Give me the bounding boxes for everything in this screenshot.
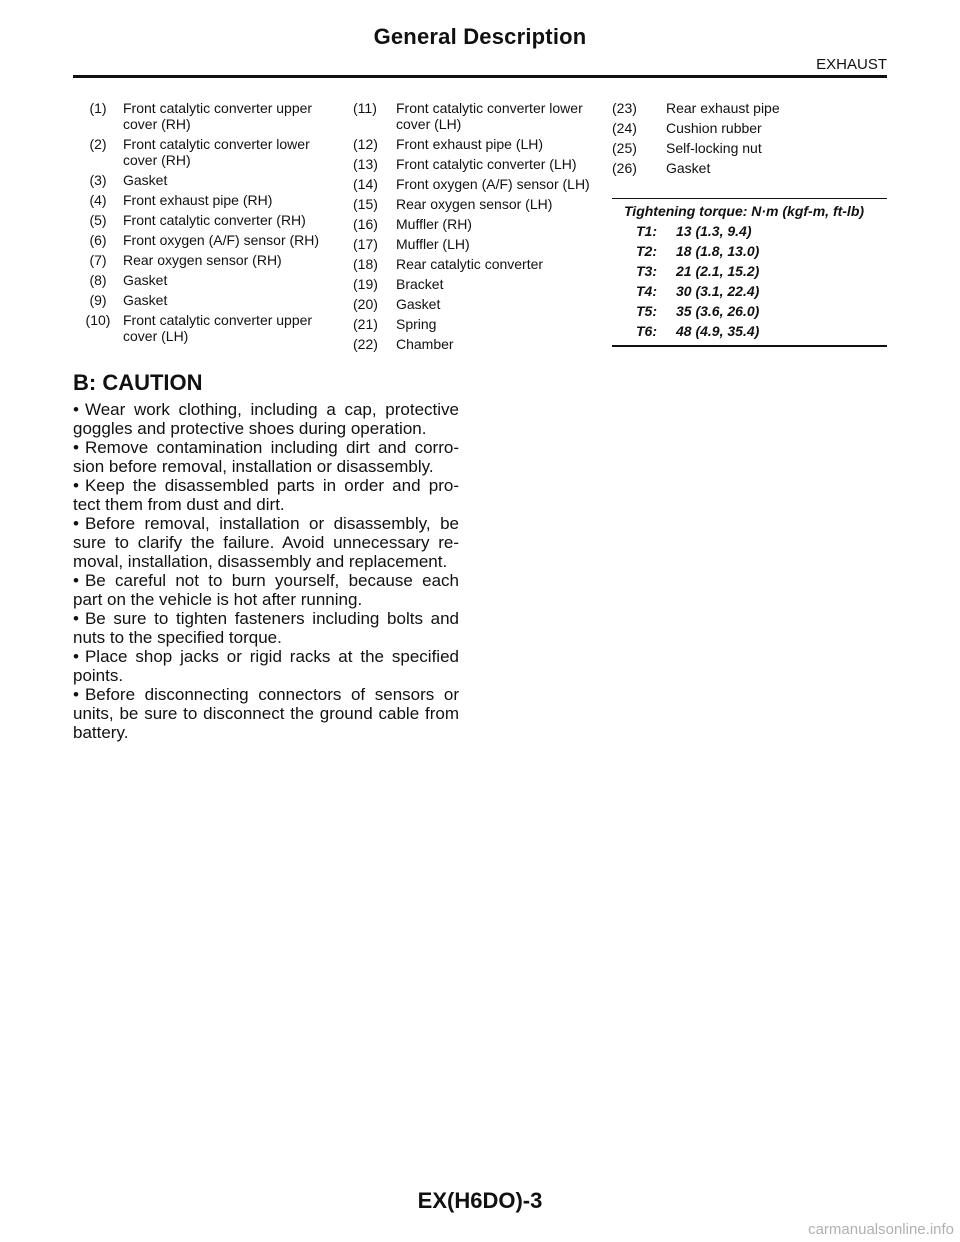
- legend-item-number: (20): [353, 296, 378, 312]
- legend-item-label: Gasket: [396, 296, 441, 312]
- caution-item-text: Before disconnecting connectors of sensors or units, be sure to disconnect the ground cable from battery.: [73, 685, 459, 742]
- legend-item-number: (22): [353, 336, 378, 352]
- legend-item: [73, 272, 333, 288]
- caution-item: [73, 571, 459, 609]
- legend-item-number: (3): [89, 172, 107, 188]
- legend-item-number: (10): [85, 312, 111, 328]
- legend-item-number: (19): [353, 276, 378, 292]
- legend-item: [73, 232, 333, 248]
- legend-item: [73, 252, 333, 268]
- legend-item-label: Front oxygen (A/F) sensor (RH): [123, 232, 320, 248]
- caution-item-text: Wear work clothing, including a cap, protective goggles and protective shoes during operation.: [73, 400, 459, 438]
- legend-item-number: (11): [353, 100, 377, 116]
- legend-item: [612, 100, 872, 116]
- legend-item: [73, 192, 333, 208]
- torque-value: 18 (1.8, 13.0): [676, 243, 760, 259]
- legend-item: [353, 196, 593, 212]
- legend-item: [353, 136, 593, 152]
- legend-item-label: Spring: [396, 316, 437, 332]
- legend-item-label: Front oxygen (A/F) sensor (LH): [396, 176, 590, 192]
- caution-item: [73, 647, 459, 685]
- legend-item-number: (6): [89, 232, 107, 248]
- torque-key: T5:: [636, 303, 657, 319]
- legend-item-label: Front catalytic converter (RH): [123, 212, 306, 228]
- legend-item-label: Gasket: [123, 272, 168, 288]
- legend-item-label: Rear oxygen sensor (LH): [396, 196, 553, 212]
- legend-item: [353, 276, 593, 292]
- caution-item-text: Be sure to tighten fasteners including bolts and nuts to the specified torque.: [73, 609, 459, 647]
- legend-item-label: Muffler (LH): [396, 236, 470, 252]
- legend-item: [73, 212, 333, 228]
- torque-value: 30 (3.1, 22.4): [676, 283, 760, 299]
- legend-item: [353, 100, 593, 132]
- legend-item: [73, 172, 333, 188]
- page-title: General Description: [373, 24, 587, 49]
- caution-item-text: Before removal, installation or disassembly, be sure to clarify the failure. Avoid unnecessary re-moval, installation, disassembly and replacement.: [73, 514, 459, 571]
- legend-item-number: (5): [89, 212, 107, 228]
- torque-row: [612, 322, 887, 340]
- legend-item-number: (14): [353, 176, 378, 192]
- legend-item-label: Front catalytic converter lower cover (RH): [123, 136, 310, 168]
- legend-item-label: Rear exhaust pipe: [666, 100, 780, 116]
- legend-item-label: Rear catalytic converter: [396, 256, 544, 272]
- torque-row: [612, 282, 887, 300]
- legend-item-number: (18): [353, 256, 378, 272]
- legend-item-label: Front exhaust pipe (RH): [123, 192, 273, 208]
- legend-column-3: [612, 100, 872, 180]
- bullet-icon: •: [73, 571, 79, 590]
- legend-item: [353, 336, 593, 352]
- legend-item-label: Front exhaust pipe (LH): [396, 136, 544, 152]
- legend-item-number: (4): [89, 192, 107, 208]
- torque-key: T3:: [636, 263, 657, 279]
- torque-row: [612, 262, 887, 280]
- legend-item: [73, 292, 333, 308]
- torque-value: 35 (3.6, 26.0): [676, 303, 760, 319]
- legend-item: [73, 100, 333, 132]
- torque-key: T2:: [636, 243, 657, 259]
- legend-item: [353, 216, 593, 232]
- caution-list: [73, 400, 459, 742]
- legend-item: [612, 160, 872, 176]
- legend-item-number: (25): [612, 140, 637, 156]
- legend-item: [353, 176, 593, 192]
- legend-item-label: Front catalytic converter upper cover (LH): [123, 312, 313, 344]
- bullet-icon: •: [73, 685, 79, 704]
- bullet-icon: •: [73, 647, 79, 666]
- legend-item-number: (21): [353, 316, 378, 332]
- legend-item-label: Front catalytic converter lower cover (LH): [396, 100, 583, 132]
- torque-heading: Tightening torque: N·m (kgf-m, ft-lb): [624, 203, 865, 219]
- legend-item-number: (24): [612, 120, 637, 136]
- bullet-icon: •: [73, 514, 79, 533]
- torque-value: 48 (4.9, 35.4): [676, 323, 760, 339]
- caution-item: [73, 514, 459, 571]
- caution-item: [73, 609, 459, 647]
- legend-item-label: Front catalytic converter upper cover (RH): [123, 100, 313, 132]
- legend-item-label: Cushion rubber: [666, 120, 762, 136]
- torque-row: [612, 222, 887, 240]
- bullet-icon: •: [73, 476, 79, 495]
- page-number: EX(H6DO)-3: [417, 1188, 543, 1213]
- legend-column-2: [353, 100, 593, 356]
- legend-item: [73, 312, 333, 344]
- legend-item: [353, 236, 593, 252]
- bullet-icon: •: [73, 609, 79, 628]
- torque-row: [612, 302, 887, 320]
- legend-item-number: (9): [89, 292, 107, 308]
- legend-column-1: [73, 100, 333, 348]
- caution-item: [73, 438, 459, 476]
- caution-item-text: Be careful not to burn yourself, because each part on the vehicle is hot after running.: [73, 571, 459, 609]
- legend-item-number: (8): [89, 272, 107, 288]
- legend-item-number: (16): [353, 216, 378, 232]
- bullet-icon: •: [73, 438, 79, 457]
- header-rule: [73, 75, 887, 78]
- legend-item-label: Chamber: [396, 336, 454, 352]
- legend-item-number: (12): [353, 136, 378, 152]
- legend-item-number: (23): [612, 100, 637, 116]
- torque-key: T1:: [636, 223, 657, 239]
- caution-item-text: Remove contamination including dirt and corro-sion before removal, installation or disassembly.: [73, 438, 459, 476]
- legend-item-number: (15): [353, 196, 378, 212]
- legend-item: [353, 316, 593, 332]
- caution-item: [73, 476, 459, 514]
- torque-value: 13 (1.3, 9.4): [676, 223, 752, 239]
- torque-value: 21 (2.1, 15.2): [676, 263, 760, 279]
- legend-item-label: Gasket: [123, 172, 168, 188]
- caution-heading: B: CAUTION: [73, 370, 203, 395]
- legend-item-number: (17): [353, 236, 378, 252]
- legend-item: [612, 120, 872, 136]
- legend-item: [353, 156, 593, 172]
- legend-item-label: Gasket: [666, 160, 711, 176]
- legend-item-label: Gasket: [123, 292, 168, 308]
- torque-key: T4:: [636, 283, 657, 299]
- legend-item: [353, 256, 593, 272]
- legend-item-number: (7): [89, 252, 107, 268]
- legend-item: [353, 296, 593, 312]
- legend-item-number: (1): [89, 100, 107, 116]
- legend-item-label: Bracket: [396, 276, 444, 292]
- caution-item: [73, 685, 459, 742]
- caution-item: [73, 400, 459, 438]
- legend-item-label: Front catalytic converter (LH): [396, 156, 577, 172]
- bullet-icon: •: [73, 400, 79, 419]
- legend-item: [73, 136, 333, 168]
- caution-item-text: Keep the disassembled parts in order and pro-tect them from dust and dirt.: [73, 476, 459, 514]
- legend-item-number: (26): [612, 160, 637, 176]
- legend-item-label: Rear oxygen sensor (RH): [123, 252, 282, 268]
- torque-row: [612, 242, 887, 260]
- legend-item-label: Muffler (RH): [396, 216, 472, 232]
- caution-item-text: Place shop jacks or rigid racks at the specified points.: [73, 647, 459, 685]
- torque-key: T6:: [636, 323, 657, 339]
- section-label: EXHAUST: [816, 56, 887, 73]
- legend-item-number: (2): [89, 136, 107, 152]
- torque-table: [612, 198, 887, 347]
- legend-item-label: Self-locking nut: [666, 140, 762, 156]
- legend-item: [612, 140, 872, 156]
- watermark: carmanualsonline.info: [808, 1221, 954, 1238]
- legend-item-number: (13): [353, 156, 378, 172]
